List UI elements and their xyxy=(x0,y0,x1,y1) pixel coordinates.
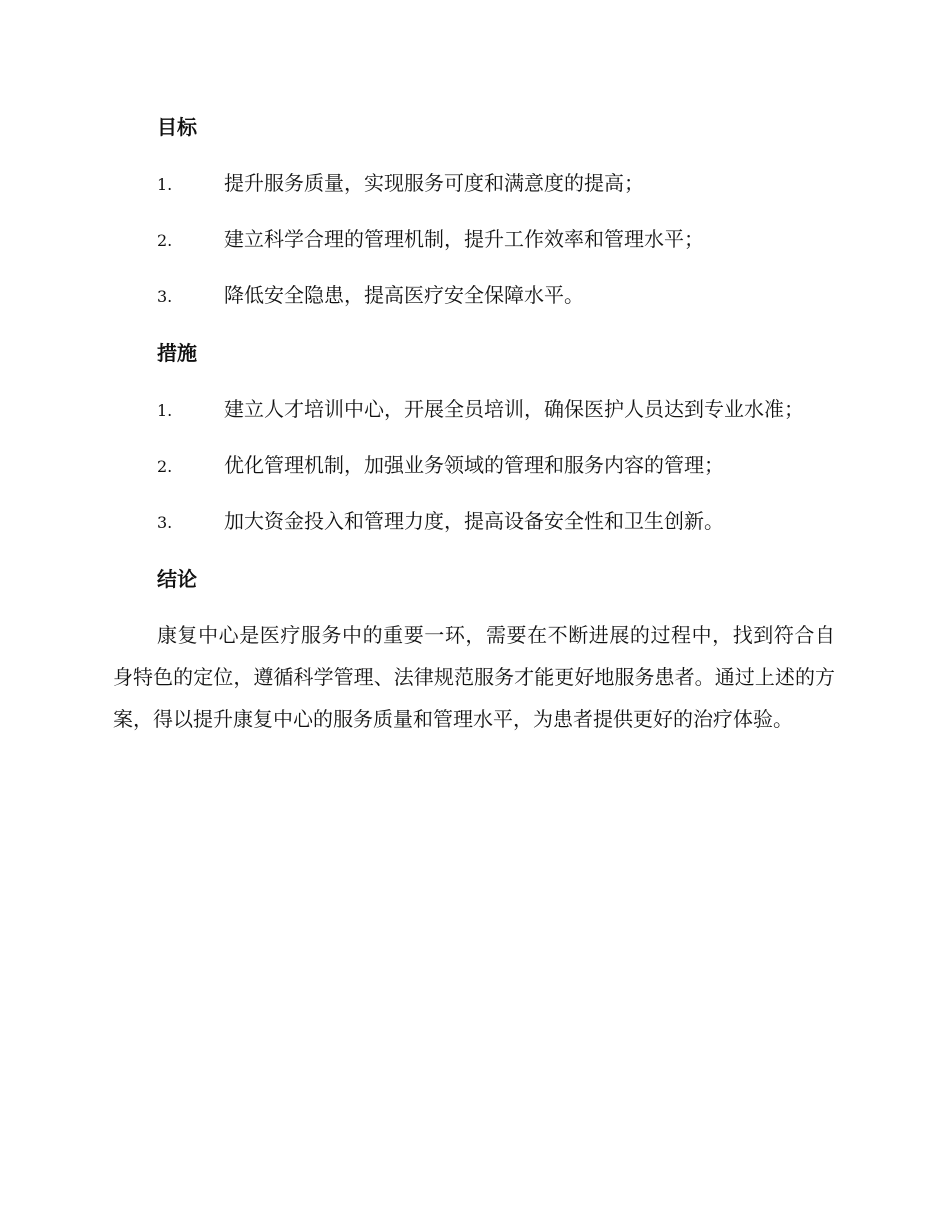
section-heading-goals: 目标 xyxy=(157,115,197,139)
list-number: 1. xyxy=(157,401,173,420)
list-item xyxy=(113,388,835,432)
section-heading-measures: 措施 xyxy=(157,341,197,365)
list-item-text: 优化管理机制，加强业务领域的管理和服务内容的管理； xyxy=(224,453,724,477)
list-item xyxy=(113,218,835,262)
conclusion-paragraph: 康复中心是医疗服务中的重要一环，需要在不断进展的过程中，找到符合自身特色的定位，遵循科学管理、法律规范服务才能更好地服务患者。通过上述的方案，得以提升康复中心的服务质量和管理水平，为患者提供更好的治疗体验。 xyxy=(113,623,835,731)
list-item xyxy=(113,274,835,318)
list-item-text: 降低安全隐患，提高医疗安全保障水平。 xyxy=(224,283,584,307)
list-item-text: 提升服务质量，实现服务可度和满意度的提高； xyxy=(224,171,644,195)
measures-list xyxy=(113,388,835,544)
list-item xyxy=(113,444,835,488)
list-item xyxy=(113,500,835,544)
list-item-text: 加大资金投入和管理力度，提高设备安全性和卫生创新。 xyxy=(224,509,724,533)
list-number: 3. xyxy=(157,513,173,532)
list-item-text: 建立人才培训中心，开展全员培训，确保医护人员达到专业水准； xyxy=(224,397,804,421)
list-item xyxy=(113,162,835,206)
document-content xyxy=(113,108,835,740)
list-item-text: 建立科学合理的管理机制，提升工作效率和管理水平； xyxy=(224,227,704,251)
goals-list xyxy=(113,162,835,318)
section-heading-conclusion: 结论 xyxy=(157,567,197,591)
list-number: 1. xyxy=(157,175,173,194)
list-number: 3. xyxy=(157,287,173,306)
list-number: 2. xyxy=(157,231,173,250)
list-number: 2. xyxy=(157,457,173,476)
